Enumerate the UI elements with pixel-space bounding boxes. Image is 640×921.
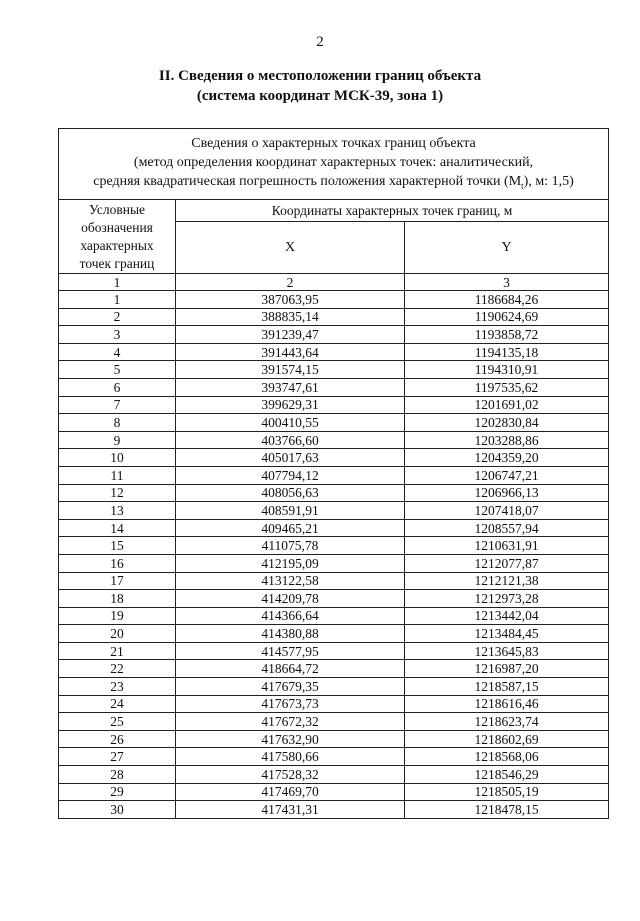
table-row	[59, 801, 609, 819]
table-row	[59, 414, 609, 432]
point-id-cell: 8	[59, 414, 176, 432]
y-cell: 1190624,69	[405, 308, 609, 326]
x-cell: 412195,09	[176, 554, 405, 572]
section-title-line2: (система координат МСК-39, зона 1)	[196, 88, 444, 104]
table-row	[59, 449, 609, 467]
table-row	[59, 766, 609, 784]
point-id-cell: 12	[59, 484, 176, 502]
table-row	[59, 308, 609, 326]
x-cell: 413122,58	[176, 572, 405, 590]
point-id-cell: 1	[59, 291, 176, 309]
point-id-cell: 15	[59, 537, 176, 555]
x-cell: 417673,73	[176, 695, 405, 713]
y-cell: 1194135,18	[405, 343, 609, 361]
table-row	[59, 502, 609, 520]
point-id-cell: 22	[59, 660, 176, 678]
x-cell: 391574,15	[176, 361, 405, 379]
table-row	[59, 748, 609, 766]
point-id-cell: 7	[59, 396, 176, 414]
point-id-cell: 21	[59, 642, 176, 660]
point-id-cell: 17	[59, 572, 176, 590]
point-id-cell: 27	[59, 748, 176, 766]
y-cell: 1186684,26	[405, 291, 609, 309]
x-cell: 418664,72	[176, 660, 405, 678]
x-cell: 411075,78	[176, 537, 405, 555]
y-cell: 1194310,91	[405, 361, 609, 379]
x-cell: 403766,60	[176, 431, 405, 449]
x-cell: 417580,66	[176, 748, 405, 766]
y-cell: 1206747,21	[405, 466, 609, 484]
page-number: 2	[316, 34, 324, 50]
point-id-cell: 26	[59, 730, 176, 748]
x-cell: 400410,55	[176, 414, 405, 432]
table-row	[59, 660, 609, 678]
y-cell: 1206966,13	[405, 484, 609, 502]
table-row	[59, 378, 609, 396]
y-cell: 1208557,94	[405, 519, 609, 537]
point-id-cell: 3	[59, 326, 176, 344]
y-cell: 1202830,84	[405, 414, 609, 432]
y-cell: 1216987,20	[405, 660, 609, 678]
point-id-cell: 9	[59, 431, 176, 449]
point-id-cell: 29	[59, 783, 176, 801]
table-row	[59, 572, 609, 590]
col-header-symbols: Условные обозначения характерных точек границ	[59, 200, 176, 274]
table-caption	[59, 129, 609, 200]
x-cell: 414577,95	[176, 642, 405, 660]
boundary-points-table	[58, 128, 609, 819]
x-cell: 417469,70	[176, 783, 405, 801]
x-cell: 408591,91	[176, 502, 405, 520]
x-cell: 387063,95	[176, 291, 405, 309]
y-cell: 1218505,19	[405, 783, 609, 801]
y-cell: 1197535,62	[405, 378, 609, 396]
x-cell: 399629,31	[176, 396, 405, 414]
caption-line2: (метод определения координат характерных точек: аналитический,	[133, 155, 534, 171]
col-header-x: X	[176, 222, 405, 274]
x-cell: 391443,64	[176, 343, 405, 361]
table-row	[59, 343, 609, 361]
point-id-cell: 30	[59, 801, 176, 819]
table-row	[59, 431, 609, 449]
section-title-line1: II. Сведения о местоположении границ объекта	[158, 68, 482, 84]
point-id-cell: 28	[59, 766, 176, 784]
point-id-cell: 20	[59, 625, 176, 643]
point-id-cell: 19	[59, 607, 176, 625]
table-row	[59, 625, 609, 643]
x-cell: 388835,14	[176, 308, 405, 326]
point-id-cell: 11	[59, 466, 176, 484]
point-id-cell: 10	[59, 449, 176, 467]
x-cell: 417528,32	[176, 766, 405, 784]
point-id-cell: 18	[59, 590, 176, 608]
section-title	[0, 66, 640, 106]
x-cell: 409465,21	[176, 519, 405, 537]
y-cell: 1213442,04	[405, 607, 609, 625]
point-id-cell: 5	[59, 361, 176, 379]
y-cell: 1212077,87	[405, 554, 609, 572]
table-row	[59, 642, 609, 660]
point-id-cell: 16	[59, 554, 176, 572]
x-cell: 417431,31	[176, 801, 405, 819]
y-cell: 1218616,46	[405, 695, 609, 713]
y-cell: 1218587,15	[405, 678, 609, 696]
x-cell: 417632,90	[176, 730, 405, 748]
x-cell: 414366,64	[176, 607, 405, 625]
y-cell: 1218546,29	[405, 766, 609, 784]
x-cell: 393747,61	[176, 378, 405, 396]
table-row	[59, 291, 609, 309]
table-row	[59, 783, 609, 801]
table-row	[59, 361, 609, 379]
point-id-cell: 14	[59, 519, 176, 537]
x-cell: 405017,63	[176, 449, 405, 467]
y-cell: 1212121,38	[405, 572, 609, 590]
point-id-cell: 25	[59, 713, 176, 731]
col-header-y: Y	[405, 222, 609, 274]
y-cell: 1212973,28	[405, 590, 609, 608]
y-cell: 1207418,07	[405, 502, 609, 520]
x-cell: 414380,88	[176, 625, 405, 643]
table-row	[59, 326, 609, 344]
y-cell: 1204359,20	[405, 449, 609, 467]
table-row	[59, 678, 609, 696]
x-cell: 407794,12	[176, 466, 405, 484]
caption-line1: Сведения о характерных точках границ объекта	[191, 136, 476, 152]
y-cell: 1203288,86	[405, 431, 609, 449]
table-row	[59, 466, 609, 484]
point-id-cell: 23	[59, 678, 176, 696]
caption-line3: средняя квадратическая погрешность положения характерной точки $(M_t)$, м: 1,5)	[93, 174, 574, 191]
x-cell: 417672,32	[176, 713, 405, 731]
x-cell: 408056,63	[176, 484, 405, 502]
col-header-coordinates: Координаты характерных точек границ, м	[176, 200, 609, 222]
y-cell: 1218602,69	[405, 730, 609, 748]
y-cell: 1210631,91	[405, 537, 609, 555]
y-cell: 1201691,02	[405, 396, 609, 414]
table-row	[59, 607, 609, 625]
x-cell: 391239,47	[176, 326, 405, 344]
x-cell: 417679,35	[176, 678, 405, 696]
y-cell: 1213645,83	[405, 642, 609, 660]
y-cell: 1218478,15	[405, 801, 609, 819]
table-row	[59, 537, 609, 555]
table-row	[59, 713, 609, 731]
table-row	[59, 519, 609, 537]
point-id-cell: 4	[59, 343, 176, 361]
y-cell: 1218568,06	[405, 748, 609, 766]
y-cell: 1213484,45	[405, 625, 609, 643]
point-id-cell: 13	[59, 502, 176, 520]
table-row	[59, 484, 609, 502]
point-id-cell: 2	[59, 308, 176, 326]
x-cell: 414209,78	[176, 590, 405, 608]
table-row	[59, 730, 609, 748]
y-cell: 1218623,74	[405, 713, 609, 731]
table-row	[59, 590, 609, 608]
y-cell: 1193858,72	[405, 326, 609, 344]
table-row	[59, 396, 609, 414]
column-index-row: 1 2 3	[59, 274, 609, 291]
point-id-cell: 6	[59, 378, 176, 396]
table-row	[59, 695, 609, 713]
point-id-cell: 24	[59, 695, 176, 713]
table-row	[59, 554, 609, 572]
